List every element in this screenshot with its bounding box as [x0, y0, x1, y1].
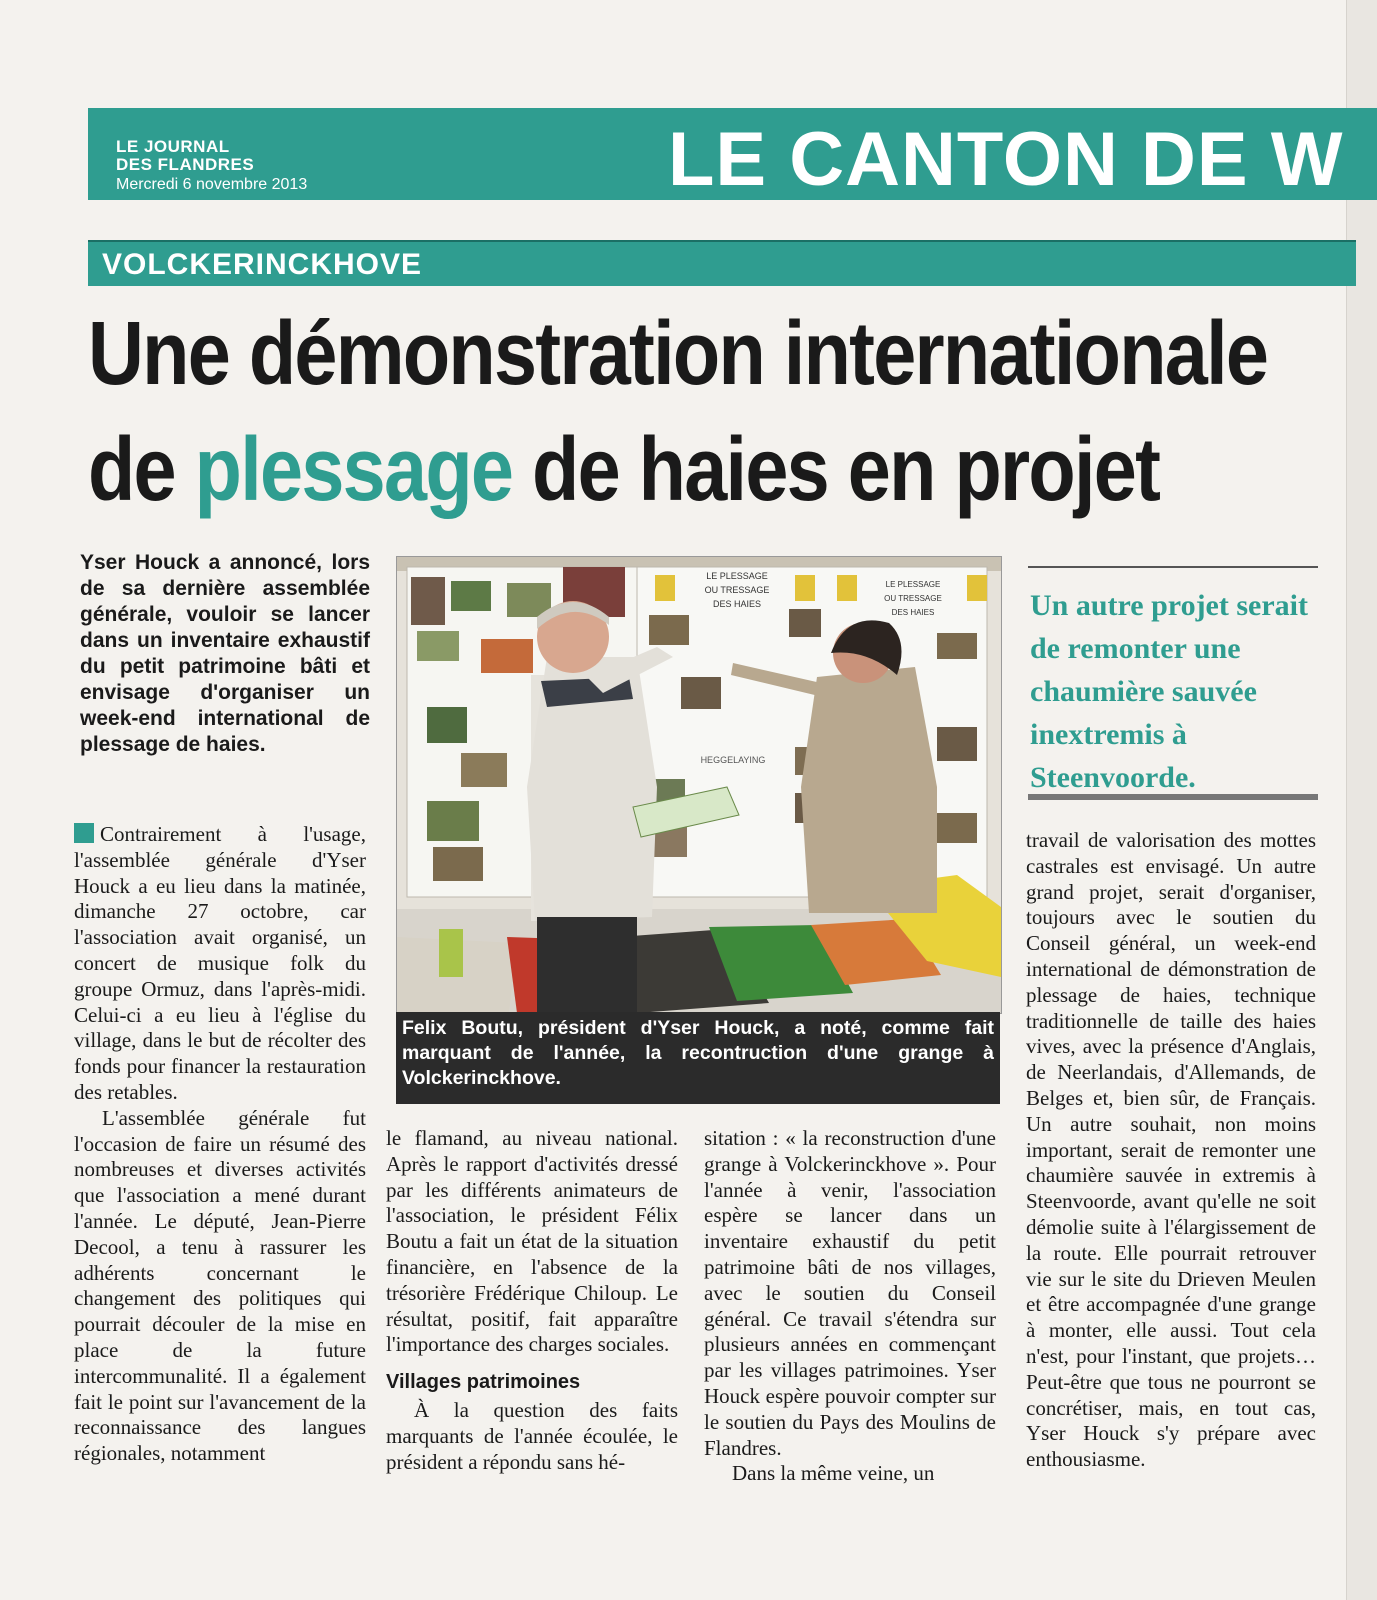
col1-paragraph-2: L'assemblée générale fut l'occasion de faire un résumé des nombreuses et diverses activités que l'association a mené durant l'année. Le député, Jean-Pierre Decool, a tenu à rassurer les adhérents concernant le changement des politiques qui pourrait découler de la mise en place de la future intercommunalité. Il a également fait le point sur l'avancement de la reconnaissance des langues régionales, notamment [74, 1105, 366, 1466]
lead-paragraph: Yser Houck a annoncé, lors de sa dernière assemblée générale, vouloir se lancer dans un inventaire exhaustif du petit patrimoine bâti et envisage d'organiser un week-end international de plessage de haies. [80, 551, 370, 756]
headline [88, 296, 1268, 528]
headline-accent-word: plessage [194, 420, 513, 520]
poster-right-line-1: LE PLESSAGE [885, 580, 941, 589]
photo-caption: Felix Boutu, président d'Yser Houck, a noté, comme fait marquant de l'année, la recontruction d'une grange à Volckerinckhove. [396, 1012, 1000, 1104]
poster-right-line-3: DES HAIES [891, 608, 935, 617]
col1-paragraph-1 [74, 822, 366, 1106]
column-2 [386, 1126, 678, 1475]
poster-left-line-2: OU TRESSAGE [704, 585, 770, 595]
issue-date: Mercredi 6 novembre 2013 [116, 176, 308, 193]
paragraph-marker-icon [74, 823, 94, 843]
column-4 [1026, 828, 1316, 1473]
pull-quote-box [1028, 566, 1318, 806]
place-bar [88, 240, 1356, 286]
col3-paragraph-1: sitation : « la reconstruction d'une grange à Volckerinckhove ». Pour l'année à venir, l'association espère se lancer dans un inventaire exhaustif du petit patrimoine bâti de nos villages, avec le soutien du Conseil général. Ce travail s'étendra sur plusieurs années en commençant par les villages patrimoines. Yser Houck espère pouvoir compter sur le soutien du Pays des Moulins de Flandres. [704, 1126, 996, 1460]
headline-line-2-pre: de [88, 420, 195, 520]
col4-paragraph-1: travail de valorisation des mottes castrales est envisagé. Un autre grand projet, serait d'organiser, toujours avec le soutien du Conseil général, un week-end international de démonstration de plessage de haies, technique traditionnelle de taille des haies vives, avec la présence d'Anglais, de Neerlandais, d'Allemands, de Belges et, bien sûr, de Français. Un autre souhait, non moins important, serait de remonter une chaumière sauvée in extremis à Steenvoorde, avant qu'elle ne soit démolie suite à l'élargissement de la route. Elle pourrait retrouver vie sur le site du Drieven Meulen et être accompagnée d'une grange à monter, elle aussi. Tout cela n'est, pour l'instant, que projets… Peut-être que tous ne pourront se concrétiser, mais, en tout cas, Yser Houck s'y prépare avec enthousiasme. [1026, 828, 1316, 1472]
column-1 [74, 822, 366, 1467]
col1-paragraph-1-text: Contrairement à l'usage, l'assemblée générale d'Yser Houck a eu lieu dans la matinée, dimanche 27 octobre, car l'association avait organisé, un concert de musique folk du groupe Ormuz, dans l'après-midi. Celui-ci a eu lieu à l'église du village, dans le but de récolter des fonds pour financer la restauration des retables. [74, 822, 366, 1104]
col3-paragraph-2: Dans la même veine, un [732, 1461, 935, 1486]
poster-right-line-2: OU TRESSAGE [884, 594, 942, 603]
poster-left-line-1: LE PLESSAGE [706, 571, 768, 581]
newspaper-brand [116, 138, 254, 174]
pull-quote-rule [1028, 794, 1318, 800]
headline-line-1: Une démonstration internationale [88, 304, 1268, 404]
pull-quote: Un autre projet serait de remonter une chaumière sauvée inextremis à Steenvoorde. [1030, 589, 1308, 794]
subhead-villages: Villages patrimoines [386, 1371, 581, 1394]
poster-left-line-3: DES HAIES [712, 599, 762, 609]
poster-heggelaying: HEGGELAYING [700, 755, 766, 765]
section-title: LE CANTON DE W [668, 117, 1344, 200]
article-photo [396, 556, 1002, 1014]
section-banner [88, 108, 1377, 200]
brand-line-2: DES FLANDRES [116, 155, 255, 174]
brand-line-1: LE JOURNAL [116, 137, 230, 156]
col2-paragraph-1: le flamand, au niveau national. Après le rapport d'activités dressé par les différents animateurs de l'association, le président Félix Boutu a fait un état de la situation financière, en l'absence de la trésorière Frédérique Chiloup. Le résultat, positif, fait apparaître l'importance des charges sociales. [386, 1126, 678, 1357]
place-name: VOLCKERINCKHOVE [102, 248, 423, 281]
headline-line-2-post: de haies en projet [512, 420, 1160, 520]
column-3 [704, 1126, 996, 1487]
photo-illustration [397, 557, 1001, 1013]
col2-paragraph-2: À la question des faits marquants de l'année écoulée, le président a répondu sans hé- [386, 1397, 678, 1474]
